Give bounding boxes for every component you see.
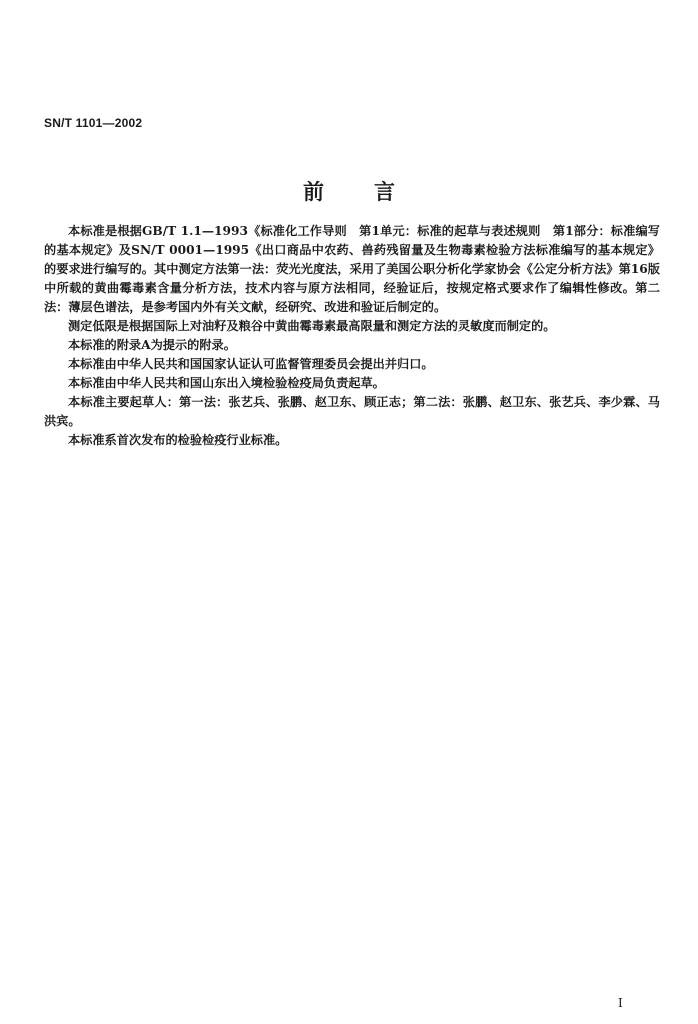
paragraph-basis: 本标准是根据GB/T 1.1—1993《标准化工作导则 第1单元：标准的起草与表述规则 第1部分：标准编写的基本规定》及SN/T 0001—1995《出口商品中农药、兽药残留量及生物毒素检验方法标准编写的基本规定》的要求进行编写的。其中测定方法第一法：荧光光度法，采用了美国公职分析化学家协会《公定分析方法》第16版中所载的黄曲霉毒素含量分析方法，技术内容与原方法相同，经验证后，按规定格式要求作了编辑性修改。第二法：薄层色谱法，是参考国内外有关文献，经研究、改进和验证后制定的。 — [44, 224, 660, 314]
paragraph-drafters: 本标准主要起草人：第一法：张艺兵、张鹏、赵卫东、顾正志；第二法：张鹏、赵卫东、张艺兵、李少霖、马洪宾。 — [44, 395, 660, 428]
page-number: I — [618, 996, 623, 1010]
paragraph-first-release: 本标准系首次发布的检验检疫行业标准。 — [68, 433, 288, 447]
paragraph-proposer: 本标准由中华人民共和国国家认证认可监督管理委员会提出并归口。 — [68, 357, 434, 371]
standard-code: SN/T 1101—2002 — [44, 116, 143, 130]
title-char-2: 言 — [374, 179, 395, 204]
title-char-1: 前 — [303, 179, 324, 204]
paragraph-drafting-unit: 本标准由中华人民共和国山东出入境检验检疫局负责起草。 — [68, 376, 385, 390]
foreword-body — [44, 222, 660, 450]
paragraph-detection-limit: 测定低限是根据国际上对油籽及粮谷中黄曲霉毒素最高限量和测定方法的灵敏度而制定的。 — [68, 319, 556, 333]
page-title — [0, 176, 698, 206]
paragraph-appendix: 本标准的附录A为提示的附录。 — [68, 338, 236, 352]
